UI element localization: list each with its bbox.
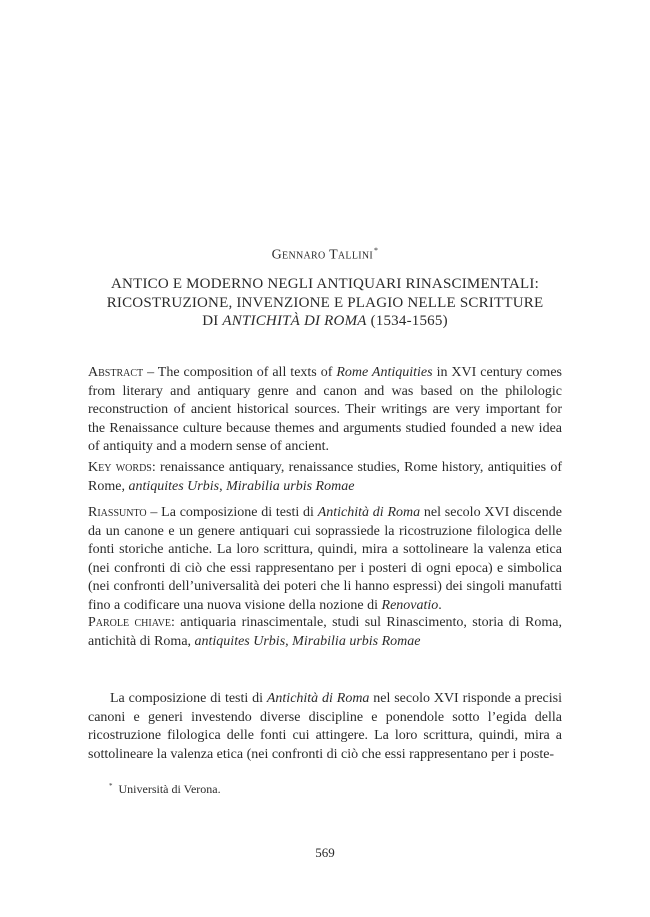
abstract-italic-1: Rome Antiquities bbox=[336, 365, 433, 380]
abstract-text-2: in XVI century comes from literary and antiquary genre and canon and was based on the philologic reconstruction of ancient historical sources. Their writings are very important for the Renaissance culture because themes and arguments studied founded a new idea of antiquity and a modern sense of ancient. bbox=[88, 365, 562, 455]
riassunto-italic-2: Renovatio bbox=[381, 597, 439, 613]
riassunto-text-3: . bbox=[438, 597, 442, 613]
author-name bbox=[0, 246, 650, 264]
parole-italic-1: antiquites Urbis bbox=[194, 633, 286, 649]
body-paragraph bbox=[88, 690, 562, 764]
riassunto-label: Riassunto bbox=[88, 505, 147, 520]
riassunto-text-2: nel secolo XVI discende da un canone e un genere antiquari cui soprassiede la ricostruzione filologica delle fonti storiche antiche. La loro scrittura, quindi, mira a sottolineare la valenza etica (nei confronti di ciò che essi rappresentano per i posteri di ogni epoca) e simbolica (nei confronti dell’universalità dei poteri che li hanno espressi) dei singoli manufatti fino a codificare una nuova visione della nozione di bbox=[88, 505, 562, 613]
title-line-2: RICOSTRUZIONE, INVENZIONE E PLAGIO NELLE SCRITTURE bbox=[106, 294, 544, 311]
keywords-italic-2: Mirabilia urbis Romae bbox=[226, 478, 355, 494]
footnote bbox=[109, 782, 221, 797]
riassunto-text-1: – La composizione di testi di bbox=[146, 505, 318, 520]
keywords-text-2: , bbox=[219, 478, 227, 494]
article-title bbox=[0, 275, 650, 331]
riassunto-italic-1: Antichità di Roma bbox=[317, 505, 421, 520]
title-line-1: ANTICO E MODERNO NEGLI ANTIQUARI RINASCIMENTALI: bbox=[111, 276, 539, 292]
parole-label: Parole chiave bbox=[88, 615, 171, 630]
abstract-text-1: – The composition of all texts of bbox=[143, 365, 337, 380]
abstract-label: Abstract bbox=[88, 365, 144, 380]
parole-italic-2: Mirabilia urbis Romae bbox=[292, 633, 421, 649]
parole-chiave-paragraph bbox=[88, 614, 562, 651]
title-line-3-post: (1534-1565) bbox=[366, 313, 448, 329]
keywords-text-1: : renaissance antiquary, renaissance studies, Rome history, antiquities of Rome, bbox=[88, 460, 562, 494]
keywords-italic-1: antiquites Urbis bbox=[128, 478, 220, 494]
title-line-3 bbox=[0, 312, 650, 331]
page-number: 569 bbox=[315, 845, 335, 860]
parole-text-1: : antiquaria rinascimentale, studi sul Rinascimento, storia di Roma, antichità di Roma, bbox=[88, 615, 562, 649]
body-text-1: La composizione di testi di bbox=[110, 691, 267, 706]
body-italic-1: Antichità di Roma bbox=[266, 691, 370, 706]
abstract-paragraph bbox=[88, 364, 562, 457]
footnote-marker: * bbox=[109, 782, 113, 790]
riassunto-paragraph bbox=[88, 504, 562, 616]
keywords-label: Key words bbox=[88, 460, 152, 475]
parole-text-2: , bbox=[285, 633, 293, 649]
footnote-text: Università di Verona. bbox=[118, 782, 221, 796]
author-footnote-marker: * bbox=[374, 246, 379, 255]
author-name-text: Gennaro Tallini bbox=[271, 247, 374, 263]
title-line-3-pre: DI bbox=[202, 313, 223, 329]
title-line-3-italic: ANTICHITÀ DI ROMA bbox=[222, 313, 367, 329]
keywords-paragraph bbox=[88, 459, 562, 496]
body-text-2: nel secolo XVI risponde a precisi canoni e generi investendo diverse discipline e ponendole sotto l’egida della ricostruzione filologica delle fonti cui attingere. La loro scrittura, quindi, mira a sottolineare la valenza etica (nei confronti di ciò che essi rappresentano per i poste- bbox=[88, 691, 562, 762]
